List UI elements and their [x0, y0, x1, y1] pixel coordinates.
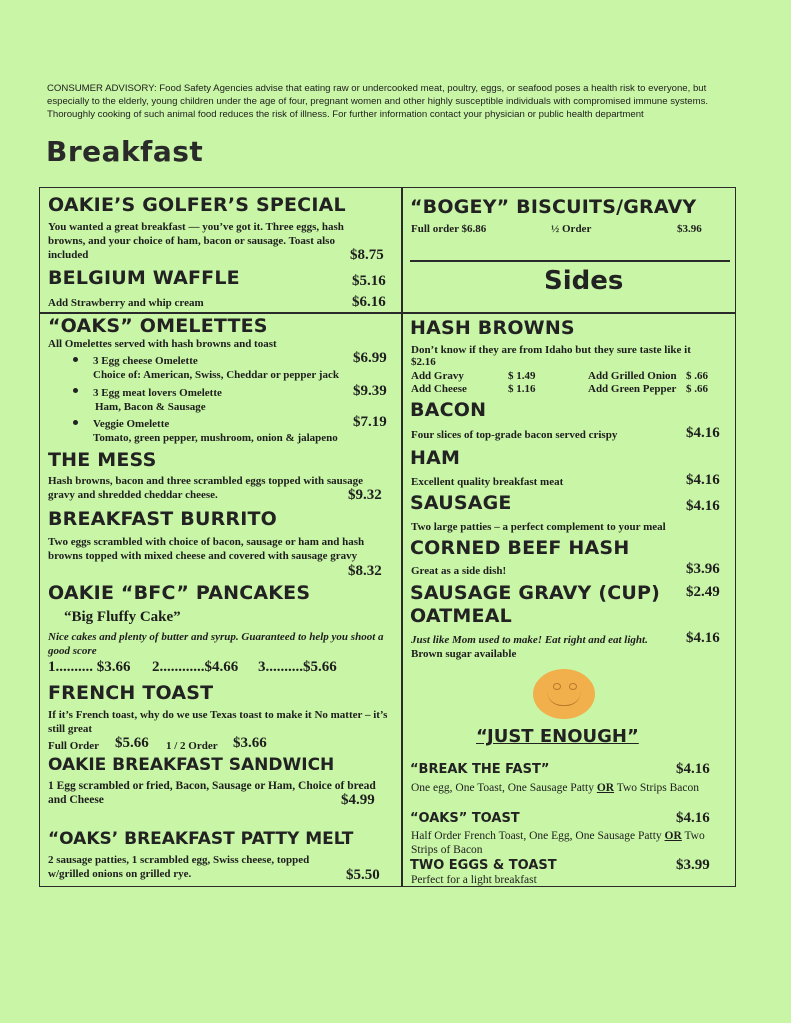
bacon-price: $4.16 — [686, 425, 720, 441]
pancakes-desc: Nice cakes and plenty of butter and syrup. Guaranteed to help you shoot a good score — [48, 631, 384, 657]
belgium-waffle-title: BELGIUM WAFFLE — [48, 267, 240, 289]
desc-part: Half Order French Toast, One Egg, One Sausage Patty — [411, 830, 665, 842]
pancakes-option-3: 3..........$5.66 — [258, 659, 337, 675]
page-title: Breakfast — [46, 135, 204, 168]
golfers-special-title: OAKIE’S GOLFER’S SPECIAL — [48, 194, 346, 216]
french-toast-full-price: $5.66 — [115, 735, 149, 751]
patty-melt-title: “OAKS’ BREAKFAST PATTY MELT — [48, 829, 354, 849]
oatmeal-title: OATMEAL — [410, 605, 512, 627]
smiley-eye — [553, 683, 561, 690]
pancakes-option-1: 1.......... $3.66 — [48, 659, 131, 675]
just-enough-title: “JUST ENOUGH” — [476, 726, 639, 747]
french-toast-half-price: $3.66 — [233, 735, 267, 751]
hash-browns-title: HASH BROWNS — [410, 317, 575, 339]
omelettes-title: “OAKS” OMELETTES — [48, 315, 268, 337]
sausage-gravy-price: $2.49 — [686, 584, 720, 600]
breakfast-burrito-price: $8.32 — [348, 563, 382, 579]
omelette-meat-price: $9.39 — [353, 383, 387, 399]
break-the-fast-price: $4.16 — [676, 761, 710, 777]
ham-desc: Excellent quality breakfast meat — [411, 476, 564, 488]
omelettes-intro: All Omelettes served with hash browns and toast — [48, 338, 277, 350]
breakfast-sandwich-desc: 1 Egg scrambled or fried, Bacon, Sausage or Ham, Choice of bread and Cheese — [48, 780, 376, 806]
hash-browns-desc: Don’t know if they are from Idaho but they sure taste like it — [411, 344, 691, 356]
desc-part: Two Strips Bacon — [614, 782, 699, 794]
sausage-gravy-title: SAUSAGE GRAVY (CUP) — [410, 582, 660, 604]
consumer-advisory: CONSUMER ADVISORY: Food Safety Agencies advise that eating raw or undercooked meat, poultry, eggs, or seafood poses a health risk to everyone, but especially to the elderly, young children under the age of four, pregnant women and other highly susceptible individuals with compromised immune systems. Thoroughly cooking of such animal food reduces the risk of illness. For further information contact your physician or public health department — [47, 83, 709, 120]
desc-part: One egg, One Toast, One Sausage Patty — [411, 782, 597, 794]
waffle-addon-note: Add Strawberry and whip cream — [48, 297, 204, 309]
add-pepper-label: Add Green Pepper — [588, 383, 677, 395]
golfers-special-price: $8.75 — [350, 247, 384, 263]
bacon-title: BACON — [410, 399, 487, 421]
column-divider — [401, 187, 403, 887]
french-toast-full-label: Full Order — [48, 740, 100, 752]
pancakes-title: OAKIE “BFC” PANCAKES — [48, 582, 311, 604]
oatmeal-desc: Just like Mom used to make! Eat right and eat light. — [411, 634, 648, 646]
the-mess-title: THE MESS — [48, 449, 157, 471]
waffle-addon-price: $6.16 — [352, 294, 386, 310]
sides-separator — [410, 260, 730, 262]
row-divider — [39, 312, 736, 314]
breakfast-burrito-title: BREAKFAST BURRITO — [48, 508, 278, 530]
bullet-dot — [73, 420, 78, 425]
add-pepper-price: $ .66 — [686, 383, 708, 395]
break-the-fast-desc — [411, 781, 699, 795]
add-onion-label: Add Grilled Onion — [588, 370, 677, 382]
corned-beef-hash-price: $3.96 — [686, 561, 720, 577]
ham-price: $4.16 — [686, 472, 720, 488]
oatmeal-note: Brown sugar available — [411, 648, 517, 660]
two-eggs-toast-price: $3.99 — [676, 857, 710, 873]
sides-title: Sides — [544, 266, 624, 296]
french-toast-desc: If it’s French toast, why do we use Texas toast to make it No matter – it’s still great — [48, 709, 388, 735]
bullet-dot — [73, 388, 78, 393]
corned-beef-hash-title: CORNED BEEF HASH — [410, 537, 630, 559]
omelette-veggie-name: Veggie Omelette — [93, 418, 170, 430]
bacon-desc: Four slices of top-grade bacon served crispy — [411, 429, 618, 441]
golfers-special-desc: You wanted a great breakfast — you’ve got it. Three eggs, hash browns, and your choice of ham, bacon or sausage. Toast also included — [48, 221, 344, 261]
sausage-price: $4.16 — [686, 498, 720, 514]
sausage-desc: Two large patties – a perfect complement to your meal — [411, 521, 666, 533]
omelette-veggie-price: $7.19 — [353, 414, 387, 430]
add-onion-price: $ .66 — [686, 370, 708, 382]
two-eggs-toast-title: TWO EGGS & TOAST — [410, 858, 557, 873]
corned-beef-hash-desc: Great as a side dish! — [411, 565, 507, 577]
french-toast-half-label: 1 / 2 Order — [166, 740, 218, 752]
bullet-dot — [73, 357, 78, 362]
breakfast-sandwich-price: $4.99 — [341, 792, 375, 808]
or-emphasis: OR — [664, 830, 682, 842]
hash-browns-price: $2.16 — [411, 356, 436, 368]
smiley-face-icon — [533, 669, 595, 719]
sausage-title: SAUSAGE — [410, 492, 512, 514]
omelette-meat-detail: Ham, Bacon & Sausage — [95, 401, 206, 413]
omelette-meat-name: 3 Egg meat lovers Omelette — [93, 387, 222, 399]
omelette-veggie-detail: Tomato, green pepper, mushroom, onion & jalapeno — [93, 432, 338, 444]
omelette-cheese-name: 3 Egg cheese Omelette — [93, 355, 198, 367]
ham-title: HAM — [410, 447, 461, 469]
two-eggs-toast-desc: Perfect for a light breakfast — [411, 874, 537, 886]
oaks-toast-title: “OAKS” TOAST — [410, 811, 520, 826]
omelette-cheese-price: $6.99 — [353, 350, 387, 366]
omelette-cheese-detail: Choice of: American, Swiss, Cheddar or pepper jack — [93, 369, 339, 381]
smiley-mouth — [547, 691, 581, 706]
bogey-half-order-price: $3.96 — [677, 223, 702, 235]
breakfast-sandwich-title: OAKIE BREAKFAST SANDWICH — [48, 755, 335, 775]
add-gravy-price: $ 1.49 — [508, 370, 536, 382]
the-mess-price: $9.32 — [348, 487, 382, 503]
oaks-toast-price: $4.16 — [676, 810, 710, 826]
or-emphasis: OR — [596, 782, 615, 794]
patty-melt-price: $5.50 — [346, 867, 380, 883]
bogey-full-order: Full order $6.86 — [411, 223, 487, 235]
the-mess-desc: Hash browns, bacon and three scrambled eggs topped with sausage gravy and shredded cheddar cheese. — [48, 475, 363, 501]
add-gravy-label: Add Gravy — [411, 370, 464, 382]
patty-melt-desc: 2 sausage patties, 1 scrambled egg, Swiss cheese, topped w/grilled onions on grilled rye. — [48, 854, 310, 880]
breakfast-burrito-desc: Two eggs scrambled with choice of bacon, sausage or ham and hash browns topped with mixed cheese and covered with sausage gravy — [48, 536, 365, 562]
desc-part: Two Strips of Bacon — [411, 830, 705, 856]
oatmeal-price: $4.16 — [686, 630, 720, 646]
break-the-fast-title: “BREAK THE FAST” — [410, 762, 550, 777]
belgium-waffle-price: $5.16 — [352, 273, 386, 289]
french-toast-title: FRENCH TOAST — [48, 682, 214, 704]
bogey-half-order-label: ½ Order — [551, 223, 592, 235]
pancakes-subtitle: “Big Fluffy Cake” — [64, 609, 181, 625]
pancakes-option-2: 2............$4.66 — [152, 659, 239, 675]
smiley-eye — [569, 683, 577, 690]
bogey-biscuits-title: “BOGEY” BISCUITS/GRAVY — [410, 196, 697, 218]
oaks-toast-desc — [411, 829, 721, 857]
add-cheese-price: $ 1.16 — [508, 383, 536, 395]
add-cheese-label: Add Cheese — [411, 383, 467, 395]
